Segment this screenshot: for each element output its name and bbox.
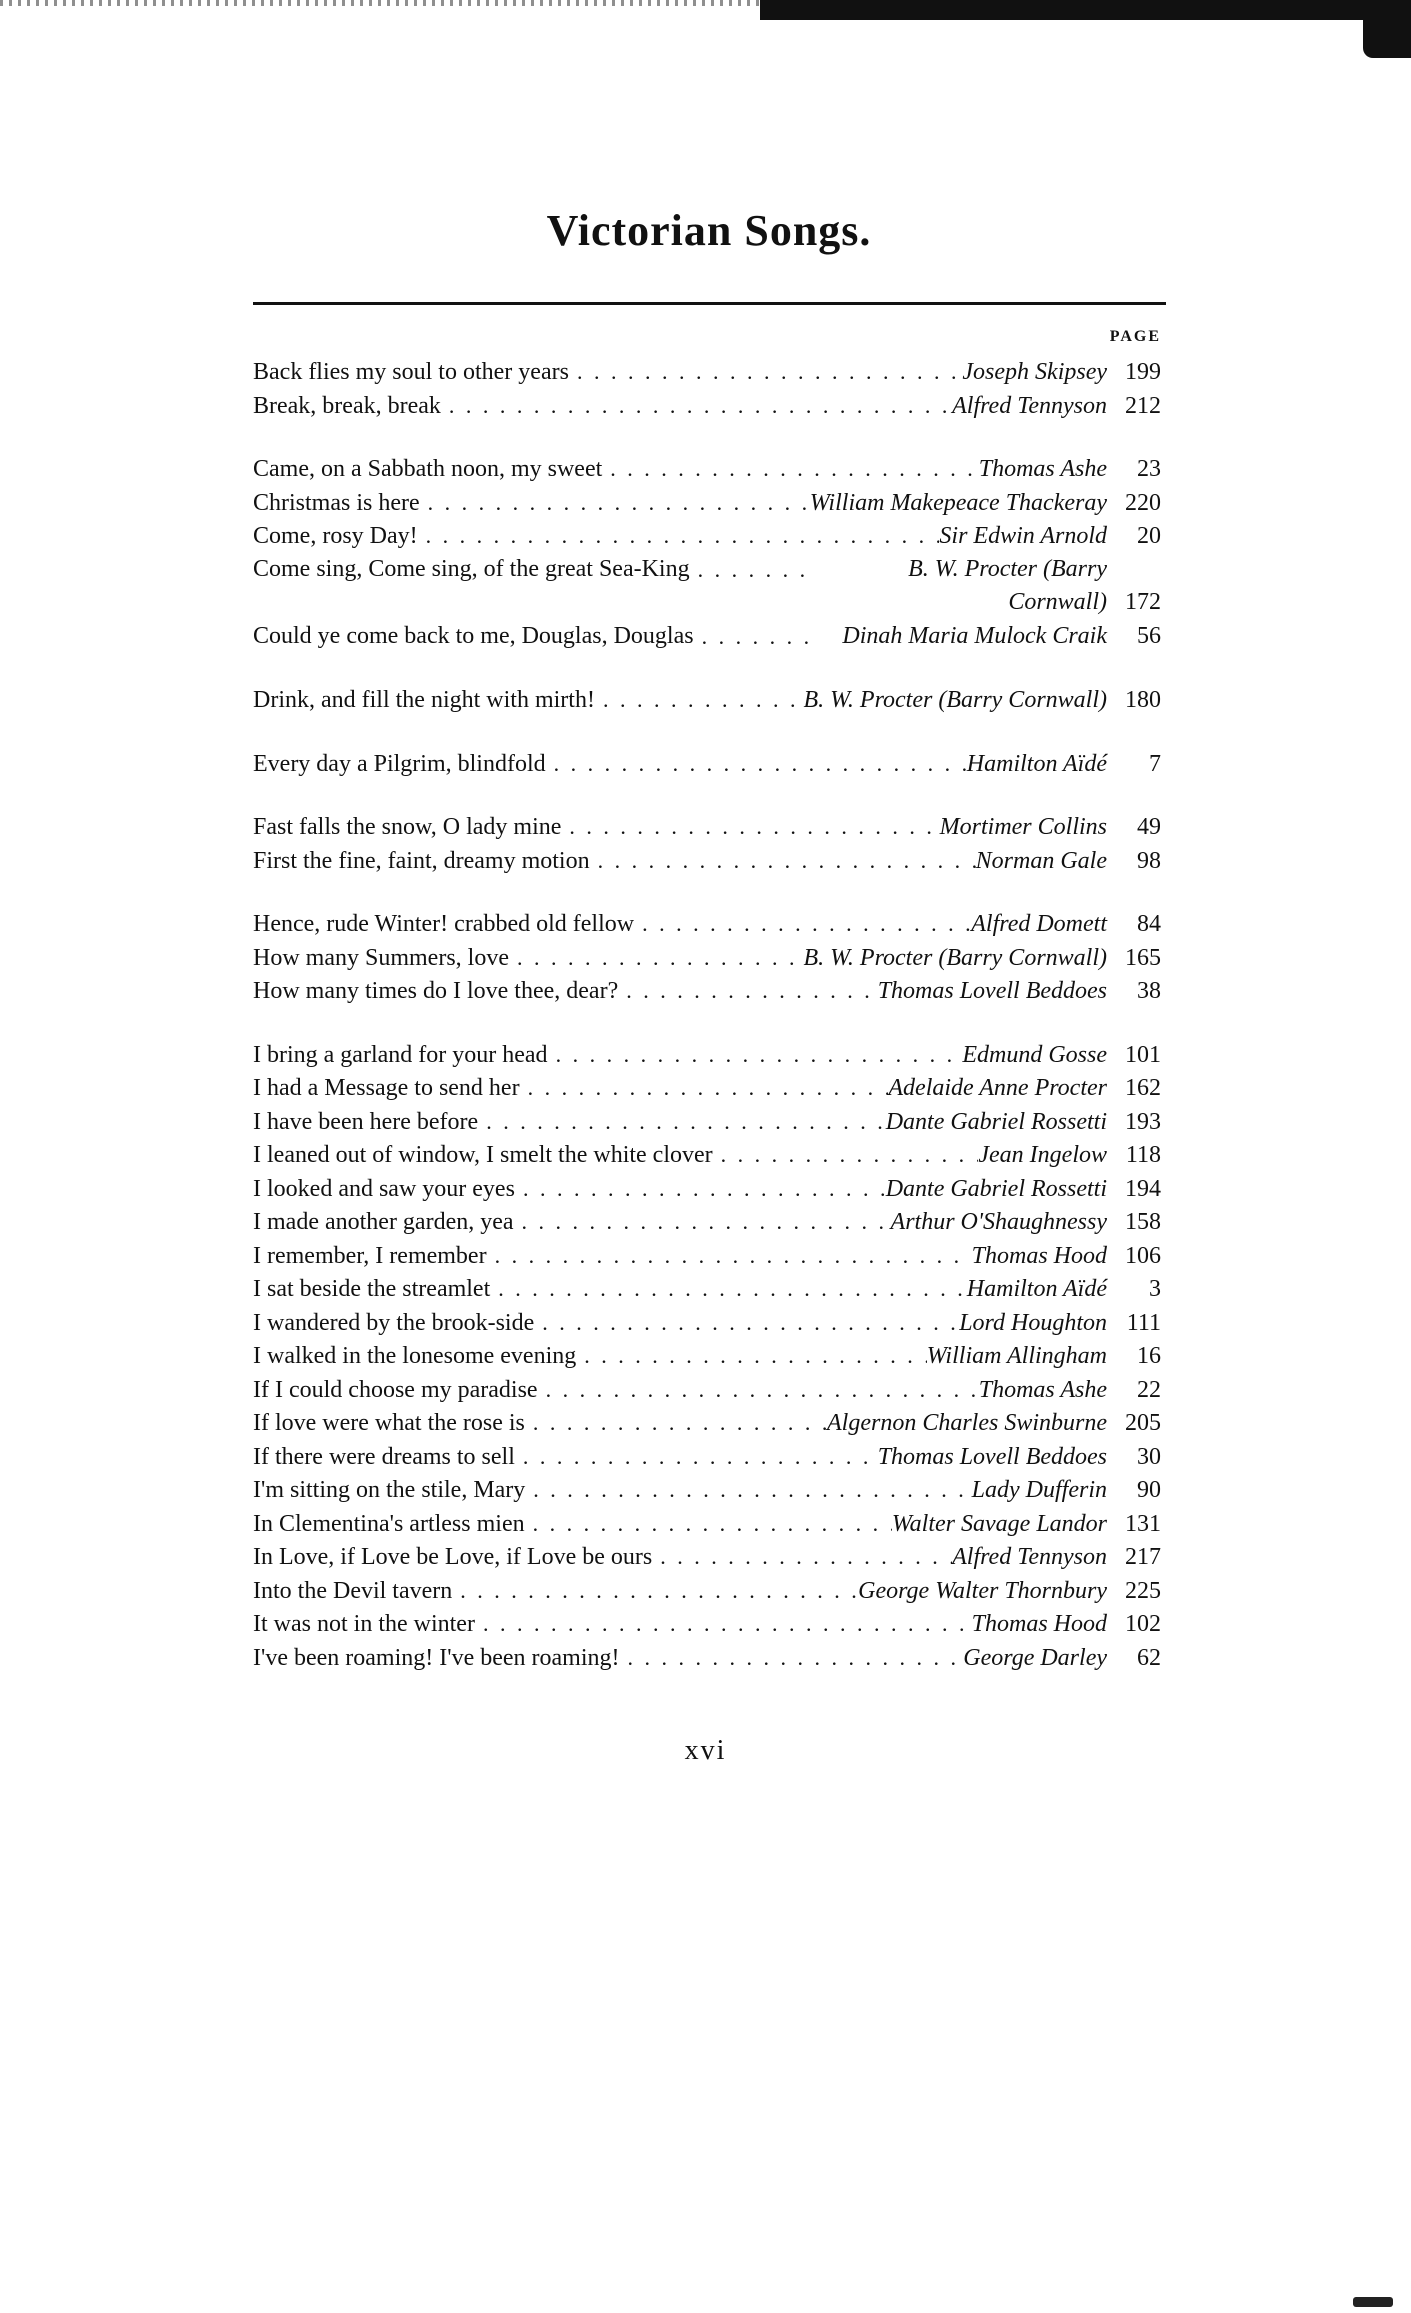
toc-entry — [253, 620, 1161, 654]
toc-entry — [253, 452, 1161, 486]
page-number: 20 — [1137, 523, 1161, 549]
toc-entry — [253, 1105, 1161, 1139]
first-line: I had a Message to send her — [253, 1075, 520, 1101]
toc-entry — [253, 1473, 1161, 1507]
author: Algernon Charles Swinburne — [827, 1410, 1107, 1436]
first-line: In Love, if Love be Love, if Love be ours — [253, 1544, 653, 1570]
toc-entry — [253, 1272, 1161, 1306]
dot-leader — [620, 1641, 964, 1675]
first-line: Back flies my soul to other years — [253, 359, 569, 385]
first-line: How many times do I love thee, dear? — [253, 978, 619, 1004]
dot-leader — [713, 1138, 979, 1172]
first-line: How many Summers, love — [253, 944, 509, 971]
page-number: 220 — [1125, 489, 1161, 516]
first-line: Fast falls the snow, O lady mine — [253, 814, 562, 840]
dot-leader — [690, 553, 817, 587]
dot-leader — [490, 1272, 967, 1306]
author: George Walter Thornbury — [858, 1577, 1107, 1604]
author: Dinah Maria Mulock Craik — [842, 622, 1107, 649]
dot-leader — [561, 810, 939, 844]
page-number: 162 — [1125, 1075, 1161, 1101]
page-number: 118 — [1125, 1142, 1161, 1168]
page-number: 56 — [1137, 622, 1161, 649]
author: Dante Gabriel Rossetti — [885, 1108, 1107, 1135]
page-number: 212 — [1125, 392, 1161, 419]
toc-entry — [253, 810, 1161, 844]
author: Alfred Tennyson — [952, 1544, 1107, 1570]
page-folio: xvi — [684, 1735, 727, 1766]
author: B. W. Procter (Barry Cornwall) — [908, 555, 1107, 615]
dot-leader — [525, 1473, 971, 1507]
author: Dante Gabriel Rossetti — [885, 1175, 1107, 1202]
page-number: 3 — [1149, 1276, 1161, 1302]
author: Arthur O'Shaughnessy — [890, 1209, 1107, 1235]
toc-entry — [253, 1641, 1161, 1675]
page-number: 165 — [1125, 944, 1161, 971]
first-line: I've been roaming! I've been roaming! — [253, 1644, 620, 1671]
dot-leader — [569, 355, 962, 389]
toc-entry — [253, 389, 1161, 423]
author: Thomas Hood — [971, 1242, 1107, 1269]
toc-entry — [253, 1205, 1161, 1239]
dot-leader — [520, 1071, 889, 1105]
first-line: I remember, I remember — [253, 1242, 487, 1269]
dot-leader — [452, 1574, 858, 1608]
author: Thomas Lovell Beddoes — [877, 978, 1107, 1004]
first-line: Hence, rude Winter! crabbed old fellow — [253, 911, 635, 937]
dot-leader — [618, 974, 877, 1008]
first-line: I'm sitting on the stile, Mary — [253, 1477, 526, 1503]
dot-leader — [420, 486, 810, 520]
toc-entry — [253, 974, 1161, 1008]
author: Hamilton Aïdé — [966, 750, 1107, 777]
toc-entry — [253, 1306, 1161, 1340]
dot-leader — [418, 519, 940, 553]
dot-leader — [576, 1339, 927, 1373]
author: Hamilton Aïdé — [966, 1276, 1107, 1302]
toc-entry — [253, 355, 1161, 389]
author: Walter Savage Landor — [891, 1510, 1107, 1537]
toc-entry — [253, 1540, 1161, 1574]
page-number: 194 — [1125, 1175, 1161, 1202]
author: Adelaide Anne Procter — [888, 1075, 1107, 1101]
toc-entry — [253, 1172, 1161, 1206]
first-line: If love were what the rose is — [253, 1410, 525, 1436]
toc-entry — [253, 1339, 1161, 1373]
author: Thomas Hood — [971, 1611, 1107, 1637]
author: William Makepeace Thackeray — [809, 489, 1107, 516]
author: William Allingham — [926, 1343, 1107, 1369]
first-line: I bring a garland for your head — [253, 1041, 548, 1068]
first-line: If I could choose my paradise — [253, 1376, 538, 1403]
toc-entry — [253, 844, 1161, 878]
first-line: Christmas is here — [253, 489, 420, 516]
first-line: It was not in the winter — [253, 1611, 475, 1637]
author: Lady Dufferin — [971, 1477, 1107, 1503]
dot-leader — [525, 1406, 827, 1440]
first-line: I walked in the lonesome evening — [253, 1343, 577, 1369]
toc-entry — [253, 1038, 1161, 1072]
scan-artifact-top-bar — [760, 0, 1411, 20]
first-line: Drink, and fill the night with mirth! — [253, 687, 595, 713]
author: Thomas Ashe — [978, 456, 1107, 482]
page-number: 16 — [1137, 1343, 1161, 1369]
dot-leader — [602, 452, 978, 486]
page-number: 199 — [1125, 359, 1161, 385]
toc-entry — [253, 1373, 1161, 1407]
dot-leader — [525, 1507, 892, 1541]
toc-entry — [253, 1440, 1161, 1474]
page-number: 84 — [1137, 911, 1161, 937]
toc-entry — [253, 519, 1161, 553]
page-number: 49 — [1137, 814, 1161, 840]
page-number: 38 — [1137, 978, 1161, 1004]
scan-artifact-top-tab — [1363, 14, 1411, 58]
scan-artifact-top-left — [0, 0, 760, 6]
page-number: 205 — [1125, 1410, 1161, 1436]
first-line: In Clementina's artless mien — [253, 1510, 525, 1537]
toc-entry — [253, 1406, 1161, 1440]
page-title: Victorian Songs. — [546, 206, 872, 255]
toc-entry — [253, 683, 1161, 717]
dot-leader — [546, 747, 967, 781]
page-number: 102 — [1125, 1611, 1161, 1637]
page-number: 225 — [1125, 1577, 1161, 1604]
dot-leader — [475, 1607, 972, 1641]
first-line: If there were dreams to sell — [253, 1443, 515, 1470]
page-number: 101 — [1125, 1041, 1161, 1068]
first-line: Could ye come back to me, Douglas, Douglas — [253, 622, 694, 649]
first-line: First the fine, faint, dreamy motion — [253, 847, 590, 874]
page-number: 22 — [1137, 1376, 1161, 1403]
first-line: I leaned out of window, I smelt the white clover — [253, 1142, 713, 1168]
toc-entry — [253, 486, 1161, 520]
author: Thomas Lovell Beddoes — [877, 1443, 1107, 1470]
page-number: 7 — [1149, 750, 1161, 777]
author: Alfred Tennyson — [952, 392, 1107, 419]
dot-leader — [590, 844, 976, 878]
table-of-contents — [253, 355, 1161, 1674]
author: Sir Edwin Arnold — [939, 523, 1107, 549]
author: Mortimer Collins — [939, 814, 1107, 840]
page-number: 158 — [1125, 1209, 1161, 1235]
dot-leader — [652, 1540, 952, 1574]
dot-leader — [514, 1205, 891, 1239]
title-rule — [253, 302, 1166, 305]
toc-entry — [253, 1138, 1161, 1172]
toc-entry — [253, 1574, 1161, 1608]
first-line: Break, break, break — [253, 392, 441, 419]
page-number: 90 — [1137, 1477, 1161, 1503]
page-number: 106 — [1125, 1242, 1161, 1269]
dot-leader — [548, 1038, 963, 1072]
page-number: 30 — [1137, 1443, 1161, 1470]
dot-leader — [478, 1105, 886, 1139]
page-number: 172 — [1125, 589, 1161, 615]
first-line: I have been here before — [253, 1108, 479, 1135]
toc-entry — [253, 747, 1161, 781]
first-line: I made another garden, yea — [253, 1209, 514, 1235]
author: Joseph Skipsey — [962, 359, 1107, 385]
first-line: I sat beside the streamlet — [253, 1276, 491, 1302]
first-line: I looked and saw your eyes — [253, 1175, 515, 1202]
dot-leader — [634, 907, 971, 941]
dot-leader — [509, 941, 803, 975]
first-line: Come, rosy Day! — [253, 523, 418, 549]
dot-leader — [694, 620, 817, 654]
first-line: Every day a Pilgrim, blindfold — [253, 750, 546, 777]
author: B. W. Procter (Barry Cornwall) — [803, 944, 1107, 971]
toc-entry — [253, 1607, 1161, 1641]
author: Edmund Gosse — [962, 1041, 1107, 1068]
dot-leader — [515, 1440, 878, 1474]
author: Lord Houghton — [959, 1309, 1107, 1336]
page-number: 217 — [1125, 1544, 1161, 1570]
page-number: 111 — [1126, 1309, 1161, 1336]
page-number: 62 — [1137, 1644, 1161, 1671]
first-line: I wandered by the brook-side — [253, 1309, 535, 1336]
dot-leader — [515, 1172, 886, 1206]
toc-entry — [253, 553, 1161, 620]
author: Alfred Domett — [971, 911, 1107, 937]
author: George Darley — [963, 1644, 1107, 1671]
dot-leader — [538, 1373, 979, 1407]
toc-entry — [253, 941, 1161, 975]
dot-leader — [534, 1306, 959, 1340]
author: Thomas Ashe — [978, 1376, 1107, 1403]
dot-leader — [441, 389, 952, 423]
toc-entry — [253, 1239, 1161, 1273]
dot-leader — [487, 1239, 972, 1273]
author: Jean Ingelow — [978, 1142, 1107, 1168]
toc-entry — [253, 907, 1161, 941]
page-number: 131 — [1125, 1510, 1161, 1537]
first-line: Into the Devil tavern — [253, 1577, 453, 1604]
page-number: 180 — [1125, 687, 1161, 713]
scan-artifact-bottom — [1353, 2297, 1393, 2307]
page-number: 193 — [1125, 1108, 1161, 1135]
first-line: Came, on a Sabbath noon, my sweet — [253, 456, 603, 482]
author: B. W. Procter (Barry Cornwall) — [803, 687, 1107, 713]
author: Norman Gale — [975, 847, 1107, 874]
toc-entry — [253, 1507, 1161, 1541]
first-line: Come sing, Come sing, of the great Sea-King — [253, 555, 690, 582]
page-number: 23 — [1137, 456, 1161, 482]
toc-entry — [253, 1071, 1161, 1105]
page-number: 98 — [1137, 847, 1161, 874]
page-column-header: PAGE — [1109, 328, 1161, 345]
dot-leader — [595, 683, 804, 717]
